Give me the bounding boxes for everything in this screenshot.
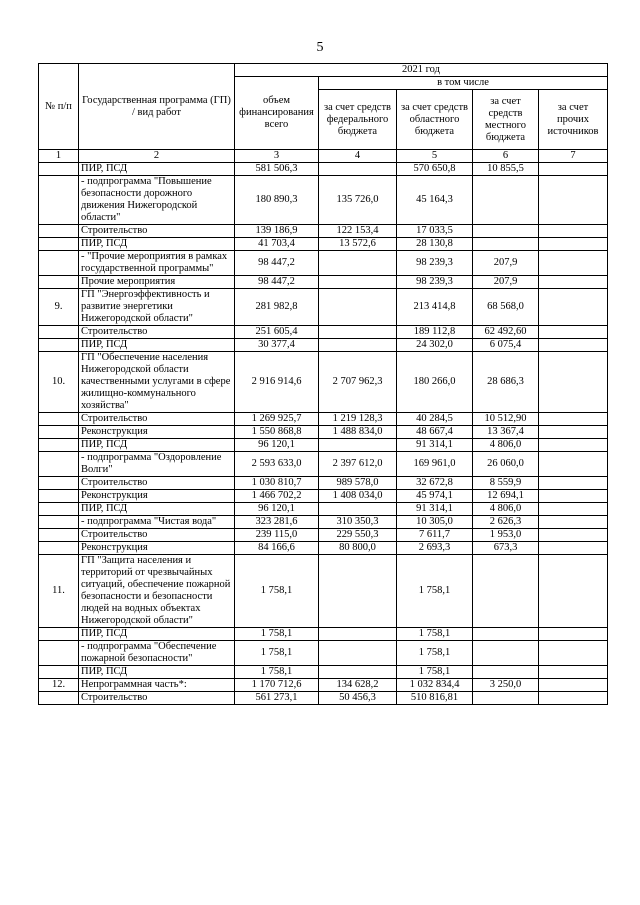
- table-row: [39, 452, 608, 477]
- row-name: ПИР, ПСД: [79, 503, 235, 516]
- cell-local: 10 512,90: [473, 413, 539, 426]
- cell-total: 1 758,1: [235, 641, 319, 666]
- cell-federal: [319, 326, 397, 339]
- row-number: [39, 542, 79, 555]
- cell-regional: 40 284,5: [397, 413, 473, 426]
- table-row: [39, 238, 608, 251]
- cell-total: 41 703,4: [235, 238, 319, 251]
- row-number: [39, 176, 79, 225]
- cell-local: 68 568,0: [473, 289, 539, 326]
- cell-federal: [319, 276, 397, 289]
- cell-total: 139 186,9: [235, 225, 319, 238]
- table-row: [39, 628, 608, 641]
- cell-regional: 189 112,8: [397, 326, 473, 339]
- cell-other: [539, 477, 608, 490]
- row-number: [39, 477, 79, 490]
- cell-total: 180 890,3: [235, 176, 319, 225]
- cell-local: 4 806,0: [473, 439, 539, 452]
- cell-federal: 13 572,6: [319, 238, 397, 251]
- cell-total: 1 758,1: [235, 555, 319, 628]
- cell-other: [539, 555, 608, 628]
- cell-total: 281 982,8: [235, 289, 319, 326]
- cell-regional: 32 672,8: [397, 477, 473, 490]
- row-number: [39, 628, 79, 641]
- cell-federal: 1 488 834,0: [319, 426, 397, 439]
- cell-total: 96 120,1: [235, 503, 319, 516]
- row-name: ГП "Обеспечение населения Нижегородской области качественными услугами в сфере жилищно-коммунального хозяйства": [79, 352, 235, 413]
- row-name: Прочие мероприятия: [79, 276, 235, 289]
- row-number: 11.: [39, 555, 79, 628]
- column-index: 5: [397, 150, 473, 163]
- cell-local: [473, 225, 539, 238]
- cell-local: 8 559,9: [473, 477, 539, 490]
- cell-federal: 80 800,0: [319, 542, 397, 555]
- cell-regional: 1 758,1: [397, 555, 473, 628]
- cell-other: [539, 238, 608, 251]
- row-number: [39, 413, 79, 426]
- header-local: за счет средств местного бюджета: [473, 90, 539, 150]
- cell-local: 62 492,60: [473, 326, 539, 339]
- cell-total: 1 758,1: [235, 628, 319, 641]
- column-index: 3: [235, 150, 319, 163]
- row-name: ГП "Защита населения и территорий от чрезвычайных ситуаций, обеспечение пожарной безопасности и безопасности людей на водных объектах Нижегородской области": [79, 555, 235, 628]
- row-number: [39, 326, 79, 339]
- row-name: Строительство: [79, 326, 235, 339]
- cell-total: 84 166,6: [235, 542, 319, 555]
- cell-local: 207,9: [473, 276, 539, 289]
- cell-regional: 45 974,1: [397, 490, 473, 503]
- column-index: 1: [39, 150, 79, 163]
- cell-other: [539, 641, 608, 666]
- header-other: за счет прочих источников: [539, 90, 608, 150]
- cell-regional: 213 414,8: [397, 289, 473, 326]
- cell-local: 12 694,1: [473, 490, 539, 503]
- table-row: [39, 477, 608, 490]
- row-name: - подпрограмма "Чистая вода": [79, 516, 235, 529]
- cell-local: [473, 238, 539, 251]
- cell-total: 239 115,0: [235, 529, 319, 542]
- cell-regional: 24 302,0: [397, 339, 473, 352]
- header-total: объем финансирования всего: [235, 77, 319, 150]
- row-number: [39, 692, 79, 705]
- table-row: [39, 352, 608, 413]
- cell-other: [539, 503, 608, 516]
- cell-local: 1 953,0: [473, 529, 539, 542]
- row-number: [39, 163, 79, 176]
- cell-federal: 989 578,0: [319, 477, 397, 490]
- column-index: 6: [473, 150, 539, 163]
- cell-total: 30 377,4: [235, 339, 319, 352]
- cell-other: [539, 426, 608, 439]
- cell-total: 1 170 712,6: [235, 679, 319, 692]
- row-name: ПИР, ПСД: [79, 628, 235, 641]
- cell-total: 1 269 925,7: [235, 413, 319, 426]
- cell-total: 1 758,1: [235, 666, 319, 679]
- table-row: [39, 666, 608, 679]
- row-number: [39, 490, 79, 503]
- cell-local: [473, 692, 539, 705]
- table-row: [39, 225, 608, 238]
- cell-other: [539, 339, 608, 352]
- row-number: 10.: [39, 352, 79, 413]
- row-number: [39, 276, 79, 289]
- cell-total: 2 593 633,0: [235, 452, 319, 477]
- cell-other: [539, 251, 608, 276]
- cell-regional: 7 611,7: [397, 529, 473, 542]
- cell-total: 1 030 810,7: [235, 477, 319, 490]
- table-row: [39, 289, 608, 326]
- cell-local: 26 060,0: [473, 452, 539, 477]
- column-index: 7: [539, 150, 608, 163]
- cell-federal: [319, 503, 397, 516]
- row-number: [39, 516, 79, 529]
- budget-table: [38, 63, 608, 705]
- cell-regional: 91 314,1: [397, 439, 473, 452]
- cell-local: 6 075,4: [473, 339, 539, 352]
- cell-other: [539, 439, 608, 452]
- cell-total: 1 466 702,2: [235, 490, 319, 503]
- cell-regional: 98 239,3: [397, 251, 473, 276]
- table-row: [39, 426, 608, 439]
- cell-federal: 1 408 034,0: [319, 490, 397, 503]
- cell-regional: 1 758,1: [397, 641, 473, 666]
- cell-other: [539, 352, 608, 413]
- cell-total: 1 550 868,8: [235, 426, 319, 439]
- cell-local: 2 626,3: [473, 516, 539, 529]
- cell-local: [473, 666, 539, 679]
- cell-other: [539, 542, 608, 555]
- row-number: [39, 439, 79, 452]
- cell-regional: 28 130,8: [397, 238, 473, 251]
- table-row: [39, 542, 608, 555]
- cell-total: 98 447,2: [235, 276, 319, 289]
- header-regional: за счет средств областного бюджета: [397, 90, 473, 150]
- cell-total: 96 120,1: [235, 439, 319, 452]
- row-name: - подпрограмма "Повышение безопасности дорожного движения Нижегородской области": [79, 176, 235, 225]
- cell-other: [539, 276, 608, 289]
- cell-local: 207,9: [473, 251, 539, 276]
- cell-federal: 122 153,4: [319, 225, 397, 238]
- row-name: ПИР, ПСД: [79, 339, 235, 352]
- table-row: [39, 163, 608, 176]
- row-number: 12.: [39, 679, 79, 692]
- cell-regional: 169 961,0: [397, 452, 473, 477]
- table-row: [39, 692, 608, 705]
- cell-federal: [319, 289, 397, 326]
- table-row: [39, 276, 608, 289]
- cell-local: 4 806,0: [473, 503, 539, 516]
- row-name: ПИР, ПСД: [79, 666, 235, 679]
- row-number: [39, 339, 79, 352]
- header-program: Государственная программа (ГП) / вид работ: [79, 64, 235, 150]
- row-name: Строительство: [79, 692, 235, 705]
- column-index-row: [39, 150, 608, 163]
- row-name: ГП "Энергоэффективность и развитие энергетики Нижегородской области": [79, 289, 235, 326]
- cell-other: [539, 529, 608, 542]
- row-number: [39, 503, 79, 516]
- cell-other: [539, 452, 608, 477]
- row-number: [39, 426, 79, 439]
- cell-regional: 48 667,4: [397, 426, 473, 439]
- table-row: [39, 641, 608, 666]
- cell-regional: 1 758,1: [397, 666, 473, 679]
- cell-total: 581 506,3: [235, 163, 319, 176]
- row-name: Строительство: [79, 225, 235, 238]
- row-number: [39, 251, 79, 276]
- row-name: Реконструкция: [79, 490, 235, 503]
- cell-other: [539, 225, 608, 238]
- column-index: 2: [79, 150, 235, 163]
- row-name: ПИР, ПСД: [79, 439, 235, 452]
- cell-other: [539, 628, 608, 641]
- cell-local: [473, 641, 539, 666]
- cell-federal: [319, 339, 397, 352]
- row-name: Реконструкция: [79, 542, 235, 555]
- cell-federal: 135 726,0: [319, 176, 397, 225]
- row-name: - "Прочие мероприятия в рамках государственной программы": [79, 251, 235, 276]
- cell-regional: 1 032 834,4: [397, 679, 473, 692]
- cell-federal: [319, 666, 397, 679]
- row-name: Непрограммная часть*:: [79, 679, 235, 692]
- table-row: [39, 251, 608, 276]
- cell-other: [539, 176, 608, 225]
- cell-federal: [319, 439, 397, 452]
- row-name: Реконструкция: [79, 426, 235, 439]
- cell-other: [539, 163, 608, 176]
- table-row: [39, 679, 608, 692]
- table-row: [39, 555, 608, 628]
- cell-local: 28 686,3: [473, 352, 539, 413]
- cell-local: [473, 555, 539, 628]
- cell-other: [539, 326, 608, 339]
- cell-federal: 2 397 612,0: [319, 452, 397, 477]
- row-number: [39, 238, 79, 251]
- row-number: [39, 529, 79, 542]
- row-name: ПИР, ПСД: [79, 238, 235, 251]
- cell-regional: 10 305,0: [397, 516, 473, 529]
- column-index: 4: [319, 150, 397, 163]
- cell-regional: 180 266,0: [397, 352, 473, 413]
- cell-other: [539, 679, 608, 692]
- cell-other: [539, 666, 608, 679]
- row-number: [39, 641, 79, 666]
- table-row: [39, 326, 608, 339]
- cell-federal: 2 707 962,3: [319, 352, 397, 413]
- cell-regional: 98 239,3: [397, 276, 473, 289]
- cell-local: [473, 628, 539, 641]
- cell-local: 10 855,5: [473, 163, 539, 176]
- cell-federal: 50 456,3: [319, 692, 397, 705]
- row-number: [39, 225, 79, 238]
- cell-federal: [319, 555, 397, 628]
- table-row: [39, 413, 608, 426]
- cell-local: 3 250,0: [473, 679, 539, 692]
- cell-other: [539, 413, 608, 426]
- cell-total: 98 447,2: [235, 251, 319, 276]
- cell-other: [539, 692, 608, 705]
- table-row: [39, 176, 608, 225]
- row-name: Строительство: [79, 413, 235, 426]
- header-including: в том числе: [319, 77, 608, 90]
- row-number: [39, 452, 79, 477]
- cell-regional: 570 650,8: [397, 163, 473, 176]
- cell-federal: [319, 641, 397, 666]
- cell-total: 2 916 914,6: [235, 352, 319, 413]
- cell-local: 13 367,4: [473, 426, 539, 439]
- table-row: [39, 529, 608, 542]
- table-row: [39, 503, 608, 516]
- cell-total: 323 281,6: [235, 516, 319, 529]
- cell-federal: [319, 628, 397, 641]
- row-name: - подпрограмма "Обеспечение пожарной безопасности": [79, 641, 235, 666]
- cell-other: [539, 516, 608, 529]
- cell-local: [473, 176, 539, 225]
- row-name: - подпрограмма "Оздоровление Волги": [79, 452, 235, 477]
- table-row: [39, 490, 608, 503]
- table-row: [39, 516, 608, 529]
- cell-federal: [319, 251, 397, 276]
- cell-local: 673,3: [473, 542, 539, 555]
- cell-federal: 1 219 128,3: [319, 413, 397, 426]
- row-number: 9.: [39, 289, 79, 326]
- cell-regional: 91 314,1: [397, 503, 473, 516]
- row-name: Строительство: [79, 529, 235, 542]
- header-year: 2021 год: [235, 64, 608, 77]
- header-number: № п/п: [39, 64, 79, 150]
- cell-federal: 310 350,3: [319, 516, 397, 529]
- cell-federal: 229 550,3: [319, 529, 397, 542]
- header-federal: за счет средств федерального бюджета: [319, 90, 397, 150]
- row-name: ПИР, ПСД: [79, 163, 235, 176]
- cell-federal: [319, 163, 397, 176]
- cell-other: [539, 490, 608, 503]
- cell-regional: 510 816,81: [397, 692, 473, 705]
- page-number: 5: [316, 40, 324, 55]
- cell-regional: 17 033,5: [397, 225, 473, 238]
- cell-federal: 134 628,2: [319, 679, 397, 692]
- cell-regional: 1 758,1: [397, 628, 473, 641]
- cell-total: 561 273,1: [235, 692, 319, 705]
- cell-regional: 45 164,3: [397, 176, 473, 225]
- table-row: [39, 439, 608, 452]
- table-row: [39, 339, 608, 352]
- row-number: [39, 666, 79, 679]
- row-name: Строительство: [79, 477, 235, 490]
- cell-regional: 2 693,3: [397, 542, 473, 555]
- cell-other: [539, 289, 608, 326]
- cell-total: 251 605,4: [235, 326, 319, 339]
